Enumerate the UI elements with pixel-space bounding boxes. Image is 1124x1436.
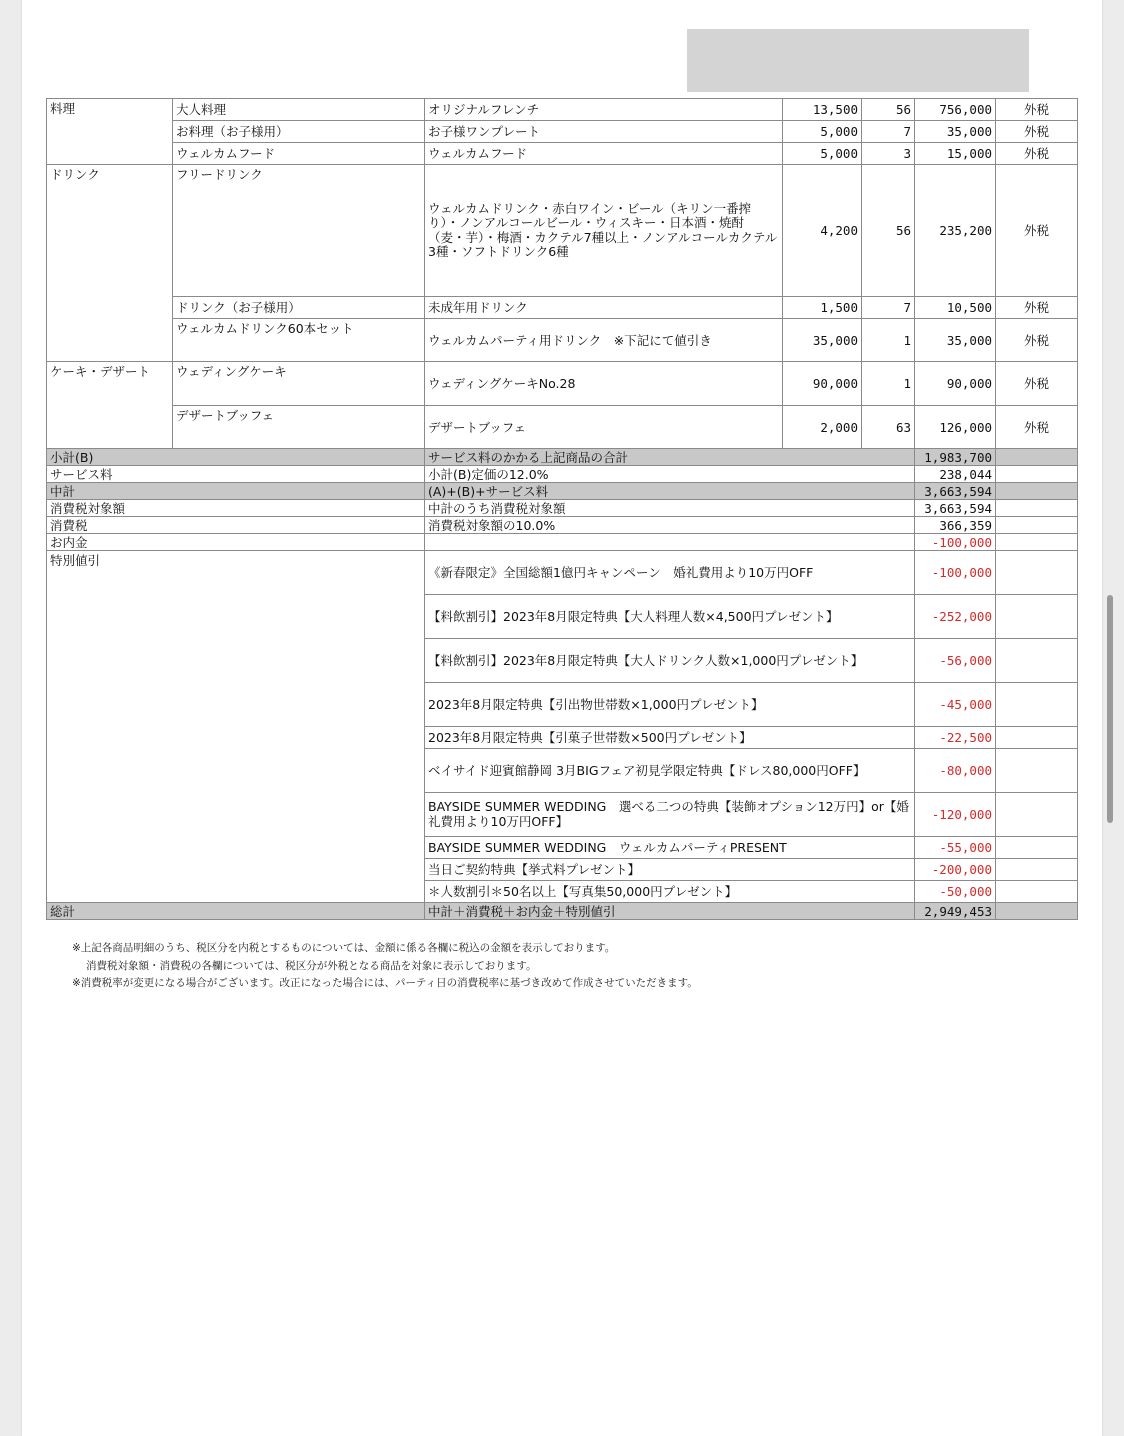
discount-desc: 【料飲割引】2023年8月限定特典【大人料理人数×4,500円プレゼント】	[425, 595, 915, 639]
item-price: 2,000	[783, 406, 862, 449]
item-desc: ウェディングケーキNo.28	[425, 362, 783, 406]
item-amount: 235,200	[915, 165, 996, 297]
summary-label: お内金	[47, 534, 425, 551]
category-cell: ケーキ・デザート	[47, 362, 173, 449]
item-amount: 15,000	[915, 143, 996, 165]
summary-row-midtotal	[47, 483, 1078, 500]
summary-row-taxable	[47, 500, 1078, 517]
item-price: 4,200	[783, 165, 862, 297]
summary-row-service	[47, 466, 1078, 483]
item-qty: 1	[862, 362, 915, 406]
footnotes	[72, 940, 698, 993]
item-desc: ウェルカムパーティ用ドリンク ※下記にて値引き	[425, 319, 783, 362]
summary-amount: 366,359	[915, 517, 996, 534]
item-name: ドリンク（お子様用）	[173, 297, 425, 319]
table-row	[47, 99, 1078, 121]
footnote: 消費税対象額・消費税の各欄については、税区分が外税となる商品を対象に表示しております。	[86, 959, 537, 972]
item-price: 13,500	[783, 99, 862, 121]
discount-desc: ベイサイド迎賓館静岡 3月BIGフェア初見学限定特典【ドレス80,000円OFF】	[425, 749, 915, 793]
table-row	[47, 121, 1078, 143]
item-amount: 126,000	[915, 406, 996, 449]
table-row	[47, 406, 1078, 449]
summary-amount: 3,663,594	[915, 483, 996, 500]
summary-desc: (A)+(B)+サービス料	[425, 483, 915, 500]
category-cell: 料理	[47, 99, 173, 165]
discount-label: 特別値引	[47, 551, 425, 903]
item-desc: ウェルカムフード	[425, 143, 783, 165]
discount-amount: -56,000	[915, 639, 996, 683]
summary-desc: 消費税対象額の10.0%	[425, 517, 915, 534]
item-amount: 756,000	[915, 99, 996, 121]
item-tax: 外税	[996, 362, 1078, 406]
item-tax: 外税	[996, 319, 1078, 362]
discount-desc: BAYSIDE SUMMER WEDDING ウェルカムパーティPRESENT	[425, 837, 915, 859]
item-desc: オリジナルフレンチ	[425, 99, 783, 121]
total-amount: 2,949,453	[915, 903, 996, 920]
item-price: 5,000	[783, 143, 862, 165]
item-qty: 1	[862, 319, 915, 362]
discount-amount: -200,000	[915, 859, 996, 881]
item-amount: 35,000	[915, 121, 996, 143]
item-name: ウェルカムドリンク60本セット	[173, 319, 425, 362]
table-row	[47, 319, 1078, 362]
discount-amount: -80,000	[915, 749, 996, 793]
summary-label: 消費税対象額	[47, 500, 425, 517]
summary-desc	[425, 534, 915, 551]
table-row	[47, 362, 1078, 406]
item-name: お料理（お子様用）	[173, 121, 425, 143]
summary-label: 消費税	[47, 517, 425, 534]
table-row	[47, 143, 1078, 165]
item-amount: 10,500	[915, 297, 996, 319]
footnote: ※消費税率が変更になる場合がございます。改正になった場合には、パーティ日の消費税率に基づき改めて作成させていただきます。	[72, 977, 698, 989]
discount-amount: -22,500	[915, 727, 996, 749]
discount-desc: BAYSIDE SUMMER WEDDING 選べる二つの特典【装飾オプション12万円】or【婚礼費用より10万円OFF】	[425, 793, 915, 837]
discount-desc: 【料飲割引】2023年8月限定特典【大人ドリンク人数×1,000円プレゼント】	[425, 639, 915, 683]
summary-amount: 3,663,594	[915, 500, 996, 517]
discount-desc: 当日ご契約特典【挙式料プレゼント】	[425, 859, 915, 881]
item-desc: ウェルカムドリンク・赤白ワイン・ビール（キリン一番搾り）・ノンアルコールビール・ウィスキー・日本酒・焼酎（麦・芋）・梅酒・カクテル7種以上・ノンアルコールカクテル3種・ソフトドリンク6種	[425, 165, 783, 297]
table-row	[47, 297, 1078, 319]
scrollbar-thumb[interactable]	[1107, 595, 1113, 823]
discount-desc: 2023年8月限定特典【引菓子世帯数×500円プレゼント】	[425, 727, 915, 749]
item-price: 90,000	[783, 362, 862, 406]
item-amount: 35,000	[915, 319, 996, 362]
item-qty: 56	[862, 99, 915, 121]
summary-row-subtotal	[47, 449, 1078, 466]
summary-row-tax	[47, 517, 1078, 534]
summary-label: 中計	[47, 483, 425, 500]
discount-amount: -55,000	[915, 837, 996, 859]
summary-row-deposit	[47, 534, 1078, 551]
item-tax: 外税	[996, 297, 1078, 319]
discount-amount: -50,000	[915, 881, 996, 903]
discount-amount: -45,000	[915, 683, 996, 727]
item-name: デザートブッフェ	[173, 406, 425, 449]
summary-label: サービス料	[47, 466, 425, 483]
summary-desc: 小計(B)定価の12.0%	[425, 466, 915, 483]
item-amount: 90,000	[915, 362, 996, 406]
summary-amount: 1,983,700	[915, 449, 996, 466]
summary-amount: 238,044	[915, 466, 996, 483]
summary-desc: サービス料のかかる上記商品の合計	[425, 449, 915, 466]
item-qty: 7	[862, 121, 915, 143]
item-tax: 外税	[996, 406, 1078, 449]
item-price: 35,000	[783, 319, 862, 362]
item-tax: 外税	[996, 165, 1078, 297]
item-price: 1,500	[783, 297, 862, 319]
discount-desc: ＊人数割引＊50名以上【写真集50,000円プレゼント】	[425, 881, 915, 903]
total-row	[47, 903, 1078, 920]
item-qty: 56	[862, 165, 915, 297]
footnote: ※上記各商品明細のうち、税区分を内税とするものについては、金額に係る各欄に税込の金額を表示しております。	[72, 942, 616, 954]
item-desc: デザートブッフェ	[425, 406, 783, 449]
item-desc: お子様ワンプレート	[425, 121, 783, 143]
item-qty: 3	[862, 143, 915, 165]
discount-desc: 《新春限定》全国総額1億円キャンペーン 婚礼費用より10万円OFF	[425, 551, 915, 595]
item-name: ウェディングケーキ	[173, 362, 425, 406]
item-qty: 63	[862, 406, 915, 449]
item-tax: 外税	[996, 99, 1078, 121]
discount-row	[47, 551, 1078, 595]
discount-amount: -252,000	[915, 595, 996, 639]
summary-desc: 中計のうち消費税対象額	[425, 500, 915, 517]
summary-amount: -100,000	[915, 534, 996, 551]
item-name: ウェルカムフード	[173, 143, 425, 165]
item-qty: 7	[862, 297, 915, 319]
table-row	[47, 165, 1078, 297]
item-tax: 外税	[996, 121, 1078, 143]
item-name: 大人料理	[173, 99, 425, 121]
item-tax: 外税	[996, 143, 1078, 165]
item-price: 5,000	[783, 121, 862, 143]
total-desc: 中計＋消費税＋お内金＋特別値引	[425, 903, 915, 920]
discount-amount: -120,000	[915, 793, 996, 837]
item-desc: 未成年用ドリンク	[425, 297, 783, 319]
item-name: フリードリンク	[173, 165, 425, 297]
discount-amount: -100,000	[915, 551, 996, 595]
summary-label: 小計(B)	[47, 449, 425, 466]
estimate-table	[46, 98, 1078, 920]
category-cell: ドリンク	[47, 165, 173, 362]
redacted-area	[687, 29, 1029, 92]
total-label: 総計	[47, 903, 425, 920]
discount-desc: 2023年8月限定特典【引出物世帯数×1,000円プレゼント】	[425, 683, 915, 727]
